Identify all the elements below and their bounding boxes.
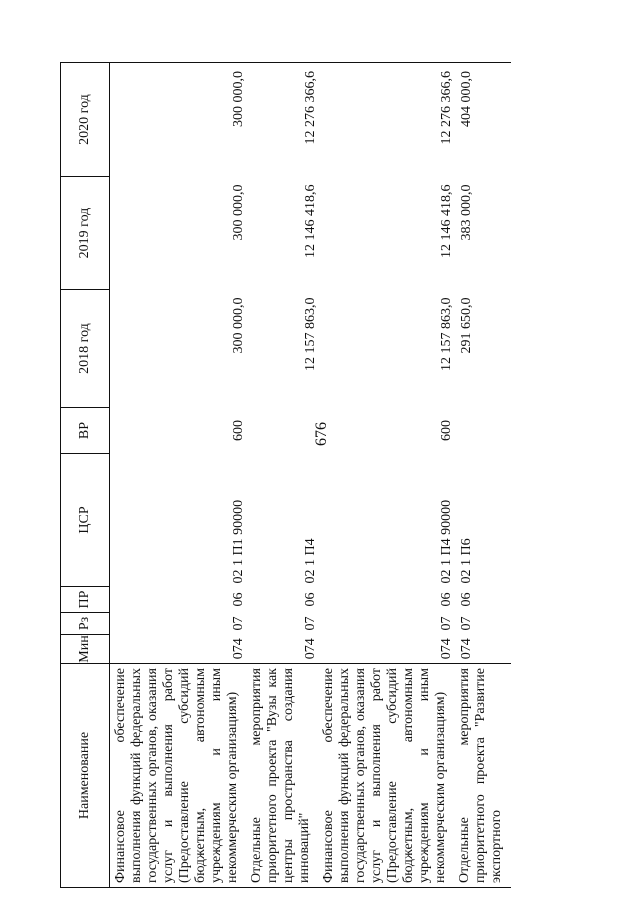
row-name: Отдельные мероприятия приоритетного проекта "Развитие экспортного [455,664,511,888]
row-2020: 404 000,0 [455,63,511,177]
row-2018: 291 650,0 [459,297,474,354]
row-name: Финансовое обеспечение выполнения функций федеральных государственных органов, оказания услуг и выполнения работ (Предоставление субсидий бюджетным, автономным учреждениям и иным некоммерческим организациям) [319,664,455,888]
row-2020: 300 000,0 [110,63,248,177]
row-vr: 600 [231,420,246,441]
header-2019: 2019 год [61,177,110,290]
row-2019: 12 146 418,6 [303,184,318,258]
row-csr: 02 1 П1 90000 [231,499,246,584]
row-2018: 12 157 863,0 [303,297,318,371]
table-row [455,63,511,888]
table-row [247,63,319,888]
page-number: 676 [313,422,330,446]
header-csr: ЦСР [61,454,110,587]
table-row [319,63,455,888]
table-row [110,63,248,888]
row-2020: 12 276 366,6 [247,63,319,177]
row-min: 074 [439,638,454,660]
row-pr: 06 [459,592,474,607]
row-name: Финансовое обеспечение выполнения функций федеральных государственных органов, оказания услуг и выполнения работ (Предоставление субсидий бюджетным, автономным учреждениям и иным некоммерческим организациям) [110,664,248,888]
row-pr: 06 [231,592,246,607]
row-vr [455,408,511,454]
header-min: Мин [61,635,110,664]
row-rz: 07 [231,616,246,631]
table-header-row [61,63,110,888]
row-min: 074 [303,638,318,660]
row-csr: 02 1 П4 [303,538,318,584]
row-name: Отдельные мероприятия приоритетного проекта "Вузы как центры пространства создания инноваций" [247,664,319,888]
header-vr: ВР [61,408,110,454]
row-min: 074 [459,638,474,660]
row-csr: 02 1 П6 [459,538,474,584]
row-rz: 07 [303,616,318,631]
header-name: Наименование [61,664,110,888]
row-pr: 06 [303,592,318,607]
row-rz: 07 [439,616,454,631]
row-vr [247,408,319,454]
header-rz: Рз [61,613,110,635]
row-2018: 12 157 863,0 [439,297,454,371]
row-rz: 07 [459,616,474,631]
row-min: 074 [231,638,246,660]
row-pr: 06 [439,592,454,607]
row-2019: 383 000,0 [459,184,474,241]
row-csr: 02 1 П4 90000 [439,499,454,584]
row-2018: 300 000,0 [231,297,246,354]
row-2019: 12 146 418,6 [439,184,454,258]
header-2020: 2020 год [61,63,110,177]
row-2020: 12 276 366,6 [319,63,455,177]
budget-table [60,62,511,888]
rotated-page [60,63,635,888]
row-2019: 300 000,0 [231,184,246,241]
header-pr: ПР [61,587,110,613]
row-vr: 600 [439,420,454,441]
header-2018: 2018 год [61,290,110,408]
